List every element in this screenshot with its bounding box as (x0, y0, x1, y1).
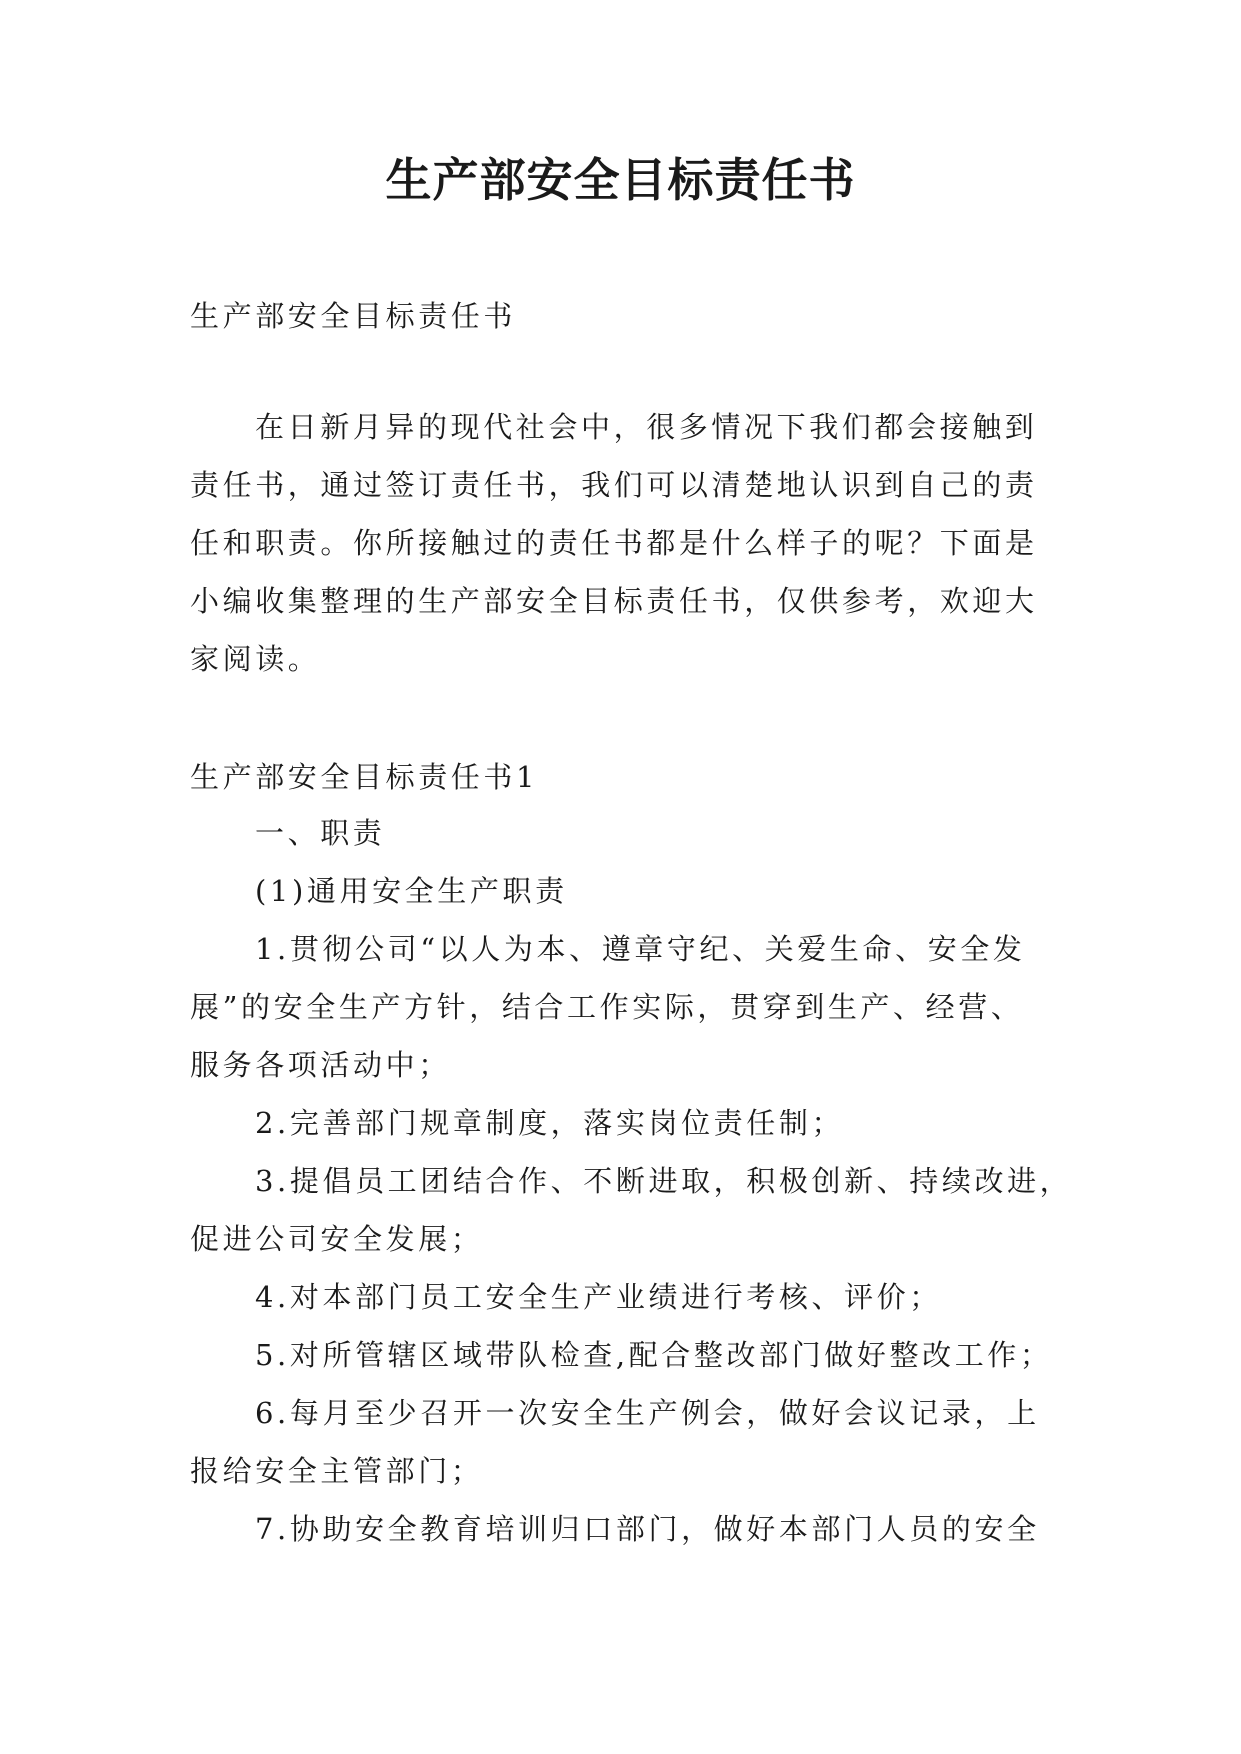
document-title: 生产部安全目标责任书 (385, 153, 856, 207)
intro-line: 在日新月异的现代社会中，很多情况下我们都会接触到 (255, 410, 1038, 444)
list-item-line: 服务各项活动中； (190, 1048, 451, 1082)
intro-line: 家阅读。 (190, 642, 321, 676)
list-item-line: 4.对本部门员工安全生产业绩进行考核、评价； (255, 1280, 942, 1314)
list-item-line: 展”的安全生产方针，结合工作实际，贯穿到生产、经营、 (190, 990, 1024, 1024)
list-item-line: 3.提倡员工团结合作、不断进取，积极创新、持续改进， (255, 1164, 1073, 1198)
subsection-title: (1)通用安全生产职责 (255, 874, 568, 908)
list-item-line: 6.每月至少召开一次安全生产例会，做好会议记录，上 (255, 1396, 1040, 1430)
list-item-line: 2.完善部门规章制度，落实岗位责任制； (255, 1106, 845, 1140)
section-heading: 生产部安全目标责任书1 (190, 760, 539, 794)
list-item-line: 1.贯彻公司“以人为本、遵章守纪、关爱生命、安全发 (255, 932, 1026, 966)
section-title: 一、职责 (255, 816, 386, 850)
list-item-line: 5.对所管辖区域带队检查,配合整改部门做好整改工作； (255, 1338, 1053, 1372)
list-item-line: 促进公司安全发展； (190, 1222, 484, 1256)
intro-line: 小编收集整理的生产部安全目标责任书，仅供参考，欢迎大 (190, 584, 1038, 618)
intro-line: 任和职责。你所接触过的责任书都是什么样子的呢？下面是 (190, 526, 1038, 560)
list-item-line: 报给安全主管部门； (190, 1454, 484, 1488)
intro-line: 责任书，通过签订责任书，我们可以清楚地认识到自己的责 (190, 468, 1038, 502)
document-subtitle: 生产部安全目标责任书 (190, 299, 517, 333)
list-item-line: 7.协助安全教育培训归口部门，做好本部门人员的安全 (255, 1512, 1040, 1546)
